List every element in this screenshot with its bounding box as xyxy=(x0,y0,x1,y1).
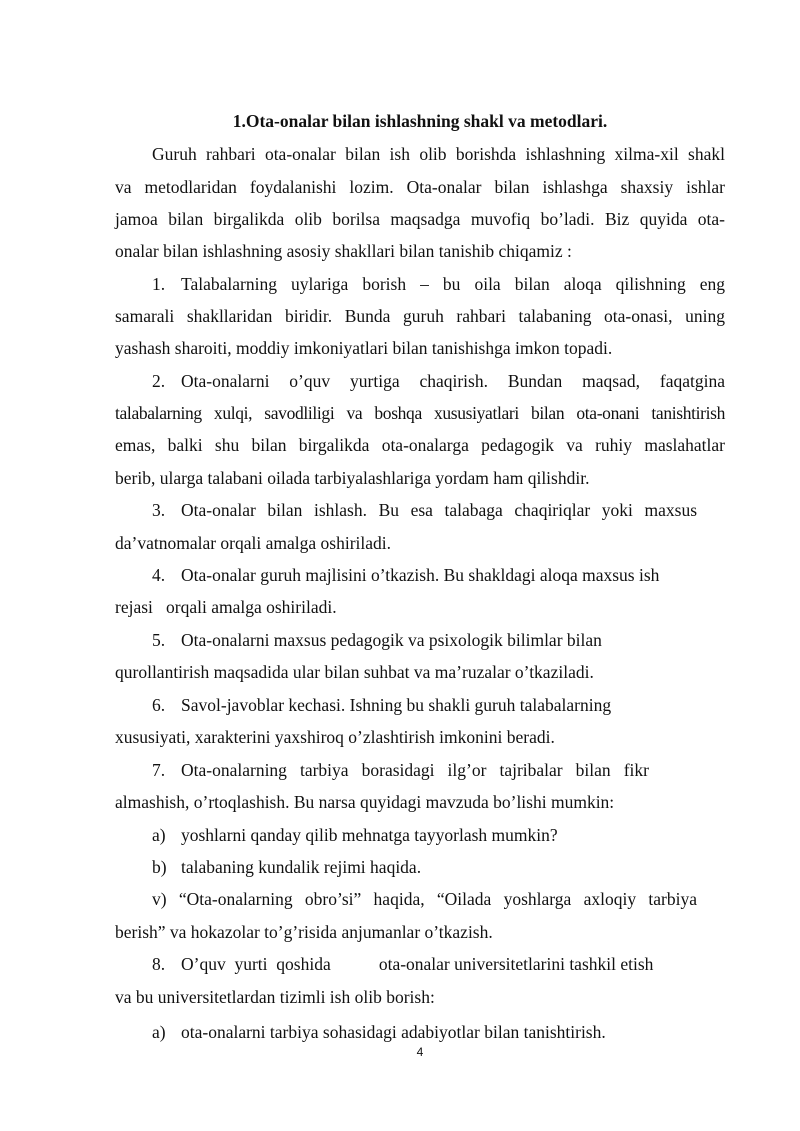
item-number: 4. xyxy=(152,565,166,585)
item-number: 6. xyxy=(152,695,166,715)
item-number: 5. xyxy=(152,630,166,650)
item-line: va bu universitetlardan tizimli ish olib borish: xyxy=(115,987,435,1007)
item-line: yashash sharoiti, moddiy imkoniyatlari bilan tanishishga imkon topadi. xyxy=(115,338,613,358)
item-line: Talabalarning uylariga borish – bu oila bilan aloqa qilishning eng xyxy=(181,274,725,294)
item-line: Ota-onalarni maxsus pedagogik va psixologik bilimlar bilan xyxy=(181,630,602,650)
intro-line: onalar bilan ishlashning asosiy shakllari bilan tanishib chiqamiz : xyxy=(115,241,572,261)
subitem-text: yoshlarni qanday qilib mehnatga tayyorlash mumkin? xyxy=(181,825,558,845)
item-line: xususiyati, xarakterini yaxshiroq o’zlashtirish imkonini beradi. xyxy=(115,727,555,747)
item-line: qurollantirish maqsadida ular bilan suhbat va ma’ruzalar o’tkaziladi. xyxy=(115,662,594,682)
item-number: 2. xyxy=(152,371,166,391)
item-line: Ota-onalar guruh majlisini o’tkazish. Bu shakldagi aloqa maxsus ish xyxy=(181,565,660,585)
intro-line: va metodlaridan foydalanishi lozim. Ota-onalar bilan ishlashga shaxsiy ishlar xyxy=(115,177,725,197)
subitem-text: talabaning kundalik rejimi haqida. xyxy=(181,857,422,877)
section-title: 1.Ota-onalar bilan ishlashning shakl va metodlari. xyxy=(232,111,608,131)
subitem-label: b) xyxy=(152,857,167,877)
page-number: 4 xyxy=(416,1045,424,1059)
intro-line: Guruh rahbari ota-onalar bilan ish olib borishda ishlashning xilma-xil shakl xyxy=(152,144,725,164)
item-line: emas, balki shu bilan birgalikda ota-onalarga pedagogik va ruhiy maslahatlar xyxy=(115,435,725,455)
item-line: O’quv yurti qoshida ota-onalar universitetlarini tashkil etish xyxy=(181,954,654,974)
item-number: 7. xyxy=(152,760,166,780)
item-line: Savol-javoblar kechasi. Ishning bu shakli guruh talabalarning xyxy=(181,695,612,715)
subitem-line: berish” va hokazolar to’g’risida anjumanlar o’tkazish. xyxy=(115,922,493,942)
item-line: Ota-onalarning tarbiya borasidagi ilg’or tajribalar bilan fikr xyxy=(181,760,649,780)
item-number: 1. xyxy=(152,274,166,294)
item-number: 3. xyxy=(152,500,166,520)
item-line: samarali shakllaridan biridir. Bunda guruh rahbari talabaning ota-onasi, uning xyxy=(115,306,725,326)
subitem-label: a) xyxy=(152,825,166,845)
subitem-text: ota-onalarni tarbiya sohasidagi adabiyotlar bilan tanishtirish. xyxy=(181,1022,606,1042)
item-line: almashish, o’rtoqlashish. Bu narsa quyidagi mavzuda bo’lishi mumkin: xyxy=(115,792,615,812)
item-line: da’vatnomalar orqali amalga oshiriladi. xyxy=(115,533,392,553)
item-line: Ota-onalarni o’quv yurtiga chaqirish. Bundan maqsad, faqatgina xyxy=(181,371,725,391)
intro-line: jamoa bilan birgalikda olib borilsa maqsadga muvofiq bo’ladi. Biz quyida ota- xyxy=(115,209,725,229)
subitem-label: a) xyxy=(152,1022,166,1042)
item-line: Ota-onalar bilan ishlash. Bu esa talabaga chaqiriqlar yoki maxsus xyxy=(181,500,697,520)
item-line: talabalarning xulqi, savodliligi va boshqa xususiyatlari bilan ota-onani tanishtirish xyxy=(115,403,725,423)
subitem-line: v) “Ota-onalarning obro’si” haqida, “Oilada yoshlarga axloqiy tarbiya xyxy=(152,889,697,909)
item-number: 8. xyxy=(152,954,166,974)
item-line: berib, ularga talabani oilada tarbiyalashlariga yordam ham qilishdir. xyxy=(115,468,590,488)
item-line: rejasi orqali amalga oshiriladi. xyxy=(115,597,337,617)
